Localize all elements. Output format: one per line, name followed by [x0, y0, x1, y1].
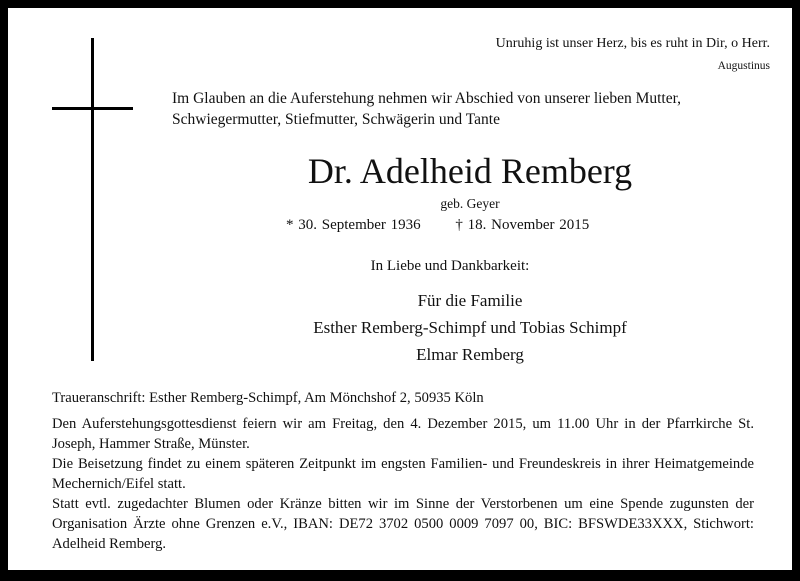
details [52, 388, 754, 554]
family-line: Esther Remberg-Schimpf und Tobias Schimpf [313, 318, 627, 337]
family-line: Für die Familie [417, 291, 523, 310]
donation-info: Statt evtl. zugedachter Blumen oder Kränze bitten wir im Sinne der Verstorbenen um eine Spende zugunsten der Organisation Ärzte ohne Grenzen e.V., IBAN: DE72 3702 0500 0009 7097 00, BIC: BFSWDE33XXX, Stichwort: Adelheid Remberg. [52, 496, 754, 552]
deceased-name: Dr. Adelheid Remberg [307, 151, 633, 191]
quote: Unruhig ist unser Herz, bis es ruht in Dir, o Herr. [495, 36, 770, 51]
birth-name: geb. Geyer [440, 196, 500, 211]
intro-line: Im Glauben an die Auferstehung nehmen wir Abschied von unserer lieben Mutter, [172, 90, 682, 107]
family-line: Elmar Remberg [416, 345, 524, 364]
burial-info: Die Beisetzung findet zu einem späteren Zeitpunkt im engsten Familien- und Freundeskreis in ihrer Heimatgemeinde Mechernich/Eifel statt. [52, 456, 754, 492]
cross-icon-bar [52, 107, 133, 110]
mourning-address: Traueranschrift: Esther Remberg-Schimpf, Am Mönchshof 2, 50935 Köln [52, 390, 484, 406]
service-info: Den Auferstehungsgottesdienst feiern wir am Freitag, den 4. Dezember 2015, um 11.00 Uhr in der Pfarrkirche St. Joseph, Hammer Straße, Münster. [52, 416, 754, 452]
intro-line: Schwiegermutter, Stiefmutter, Schwägerin und Tante [172, 111, 500, 128]
quote-author: Augustinus [717, 60, 770, 72]
life-dates [286, 217, 619, 234]
obituary-notice [8, 8, 792, 570]
intro-text [172, 88, 681, 130]
birth-date: * 30. September 1936 [286, 217, 421, 233]
death-date: † 18. November 2015 [455, 217, 590, 233]
love-line: In Liebe und Dankbarkeit: [370, 258, 530, 274]
family-list [8, 287, 800, 368]
